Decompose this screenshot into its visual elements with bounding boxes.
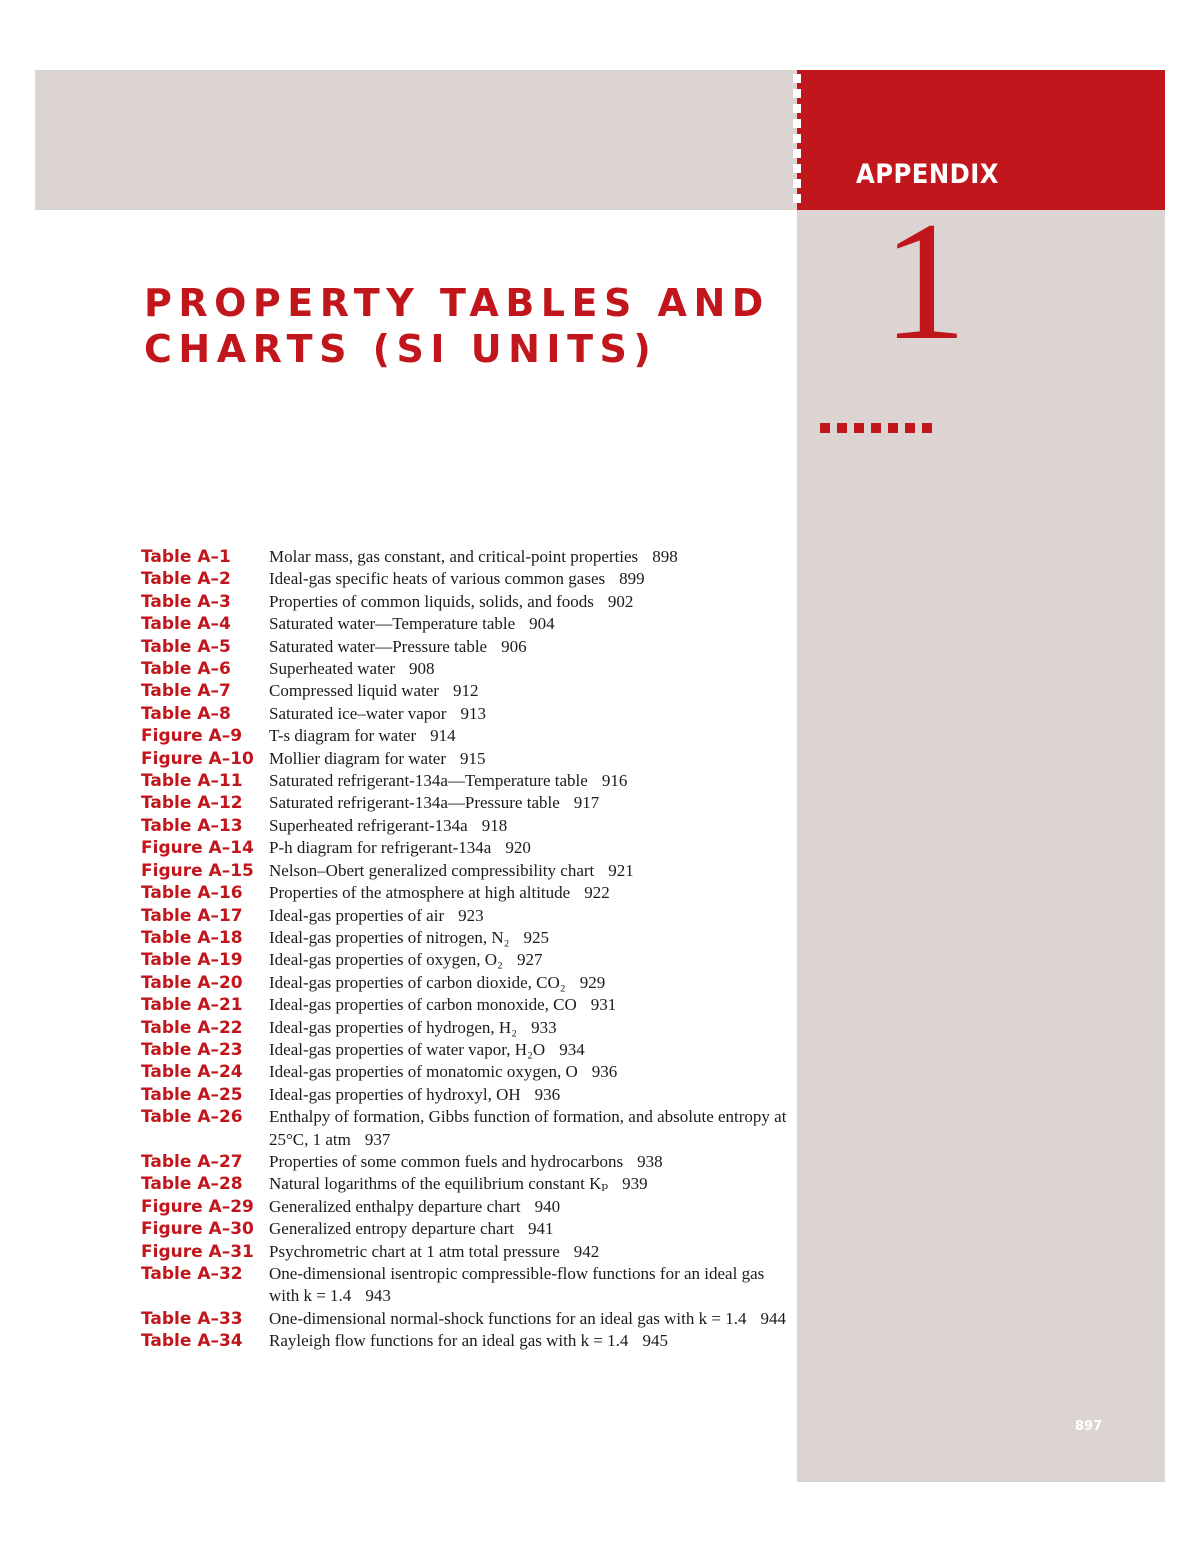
toc-entry[interactable] [141,680,791,702]
toc-entry-page: 921 [608,860,634,880]
toc-entry-page: 934 [559,1039,585,1059]
toc-entry-label: Figure A–30 [141,1219,254,1240]
toc-entry-description [269,568,791,590]
toc-entry-text: Ideal-gas properties of carbon monoxide, CO [269,995,577,1015]
toc-entry-description [269,1151,791,1173]
toc-entry-label: Table A–27 [141,1151,243,1172]
toc-entry[interactable] [141,972,791,994]
toc-entry-page: 943 [365,1286,391,1306]
toc-entry-text: Ideal-gas properties of hydrogen, H₂ [269,1017,518,1037]
toc-entry-label: Table A–25 [141,1084,243,1105]
toc-entry-text: Ideal-gas properties of monatomic oxygen, O [269,1062,578,1082]
toc-entry-label: Table A–23 [141,1039,243,1060]
toc-entry-text: Ideal-gas specific heats of various common gases [269,569,606,589]
toc-entry-label: Table A–33 [141,1308,243,1329]
toc-entry[interactable] [141,1241,791,1263]
toc-entry-description [269,546,791,568]
toc-entry-description [269,680,791,702]
toc-entry-page: 942 [573,1241,600,1261]
toc-entry-label: Table A–32 [141,1264,243,1284]
toc-entry-text: Compressed liquid water [269,681,439,701]
toc-entry-page: 918 [481,815,508,835]
table-of-contents [141,546,791,1353]
toc-entry-page: 945 [642,1331,668,1351]
toc-entry-label: Table A–26 [141,1107,243,1128]
toc-entry-description [269,1017,791,1039]
toc-entry[interactable] [141,882,791,904]
toc-entry-description [269,725,791,747]
toc-entry[interactable] [141,703,791,725]
toc-entry-description [269,1218,791,1240]
toc-entry-page: 936 [534,1084,561,1104]
toc-entry-page: 941 [527,1219,554,1239]
toc-entry-text: T-s diagram for water [269,726,417,746]
toc-entry-page: 908 [409,659,435,679]
toc-entry[interactable] [141,949,791,971]
toc-entry[interactable] [141,1308,791,1330]
toc-entry-description [269,748,791,770]
toc-entry[interactable] [141,613,791,635]
toc-entry[interactable] [141,748,791,770]
toc-entry-description [269,994,791,1016]
toc-entry-page: 923 [458,905,484,925]
toc-entry-text: Ideal-gas properties of hydroxyl, OH [269,1084,521,1104]
toc-entry[interactable] [141,837,791,859]
toc-entry-label: Table A–13 [141,815,243,836]
toc-entry-description [269,1196,791,1218]
appendix-sidebar [797,70,1165,1482]
toc-entry-text: Nelson–Obert generalized compressibility chart [269,860,595,880]
toc-entry[interactable] [141,658,791,680]
toc-entry-description [269,905,791,927]
header-band [35,70,797,210]
toc-entry-description [269,1106,791,1151]
toc-entry-page: 922 [584,883,610,903]
banner-dashed-edge [793,74,801,208]
page-title-line-1: PROPERTY TABLES AND [144,281,770,325]
toc-entry-description [269,591,791,613]
toc-entry-page: 902 [607,591,634,611]
toc-entry-description [269,1263,791,1308]
toc-entry-text: Mollier diagram for water [269,748,447,768]
toc-entry[interactable] [141,1218,791,1240]
toc-entry-text: Saturated ice–water vapor [269,703,447,723]
toc-entry-text: Properties of common liquids, solids, and foods [269,591,594,611]
toc-entry-text: Rayleigh flow functions for an ideal gas with k = 1.4 [269,1331,629,1351]
toc-entry-page: 940 [534,1196,561,1216]
toc-entry-page: 929 [579,972,606,992]
toc-entry-label: Table A–34 [141,1331,243,1352]
toc-entry-page: 937 [364,1129,391,1149]
toc-entry-label: Figure A–15 [141,860,254,881]
toc-entry-label: Table A–1 [141,547,231,567]
toc-entry-text: Ideal-gas properties of air [269,905,445,925]
toc-entry[interactable] [141,815,791,837]
toc-entry-label: Table A–16 [141,883,243,904]
toc-entry[interactable] [141,860,791,882]
toc-entry-description [269,882,791,904]
toc-entry-label: Table A–11 [141,771,243,792]
toc-entry-text: Saturated refrigerant-134a—Pressure table [269,793,560,813]
toc-entry[interactable] [141,1061,791,1083]
toc-entry-description [269,1173,791,1195]
toc-entry-label: Table A–20 [141,972,243,993]
toc-entry[interactable] [141,1084,791,1106]
toc-entry[interactable] [141,568,791,590]
toc-entry-label: Figure A–9 [141,726,243,747]
toc-entry-label: Table A–2 [141,569,231,590]
toc-entry[interactable] [141,770,791,792]
decorative-dot [820,423,830,433]
toc-entry-page: 938 [637,1151,663,1171]
toc-entry-page: 927 [516,950,543,970]
toc-entry-description [269,837,791,859]
toc-entry[interactable] [141,1196,791,1218]
toc-entry-label: Table A–4 [141,614,231,635]
toc-entry[interactable] [141,1330,791,1352]
toc-entry[interactable] [141,546,791,568]
toc-entry-page: 913 [460,703,486,723]
toc-entry-page: 936 [591,1062,618,1082]
toc-entry-page: 914 [430,726,456,746]
toc-entry-description [269,613,791,635]
toc-entry-text: Natural logarithms of the equilibrium constant Kₚ [269,1174,609,1194]
toc-entry[interactable] [141,1039,791,1061]
toc-entry-text: Ideal-gas properties of oxygen, O₂ [269,950,503,970]
toc-entry-text: Superheated water [269,659,396,679]
toc-entry-description [269,1084,791,1106]
toc-entry-text: Ideal-gas properties of carbon dioxide, CO₂ [269,972,566,992]
toc-entry-page: 933 [531,1017,557,1037]
toc-entry-page: 917 [573,793,600,813]
toc-entry-description [269,792,791,814]
toc-entry-description [269,860,791,882]
toc-entry-label: Table A–6 [141,659,231,680]
page-number: 897 [1075,1419,1103,1434]
toc-entry-text: Superheated refrigerant-134a [269,815,468,835]
decorative-dot [871,423,881,433]
toc-entry-description [269,815,791,837]
toc-entry-label: Figure A–14 [141,838,254,859]
decorative-dot [922,423,932,433]
page-title [144,280,770,372]
toc-entry-description [269,658,791,680]
toc-entry-label: Table A–12 [141,793,243,814]
toc-entry-label: Table A–17 [141,905,243,926]
toc-entry-text: Psychrometric chart at 1 atm total pressure [269,1241,560,1261]
toc-entry-description [269,949,791,971]
toc-entry-description [269,972,791,994]
toc-entry-text: Generalized enthalpy departure chart [269,1196,521,1216]
toc-entry-text: Saturated water—Temperature table [269,614,516,634]
toc-entry-label: Figure A–29 [141,1196,254,1217]
decorative-dot [854,423,864,433]
toc-entry-page: 925 [523,927,550,947]
appendix-label: APPENDIX [856,159,999,190]
toc-entry-text: Enthalpy of formation, Gibbs function of formation, and absolute entropy at 25°C, 1 atm [269,1107,787,1149]
toc-entry[interactable] [141,1106,791,1151]
toc-entry-page: 920 [505,838,531,858]
toc-entry-description [269,1039,791,1061]
toc-entry-description [269,1330,791,1352]
toc-entry-page: 916 [601,771,628,791]
toc-entry-label: Table A–18 [141,927,243,948]
toc-entry-page: 898 [652,547,678,566]
toc-entry-label: Figure A–31 [141,1241,254,1262]
toc-entry-label: Table A–19 [141,950,243,971]
toc-entry-page: 931 [590,995,617,1015]
decorative-dot [888,423,898,433]
toc-entry-description [269,636,791,658]
appendix-number: 1 [882,187,967,375]
toc-entry-text: Ideal-gas properties of nitrogen, N₂ [269,927,510,947]
toc-entry-page: 906 [501,636,527,656]
decorative-dot [837,423,847,433]
toc-entry-page: 939 [622,1174,648,1194]
toc-entry-label: Table A–28 [141,1174,243,1195]
toc-entry[interactable] [141,927,791,949]
toc-entry-label: Table A–21 [141,995,243,1016]
toc-entry[interactable] [141,1151,791,1173]
toc-entry[interactable] [141,725,791,747]
toc-entry-page: 915 [460,748,486,768]
toc-entry-page: 899 [619,569,645,589]
toc-entry-text: P-h diagram for refrigerant-134a [269,838,492,858]
toc-entry-description [269,770,791,792]
toc-entry-label: Table A–8 [141,703,231,724]
toc-entry-page: 944 [760,1308,786,1328]
toc-entry-text: One-dimensional normal-shock functions for an ideal gas with k = 1.4 [269,1308,747,1328]
toc-entry-label: Figure A–10 [141,748,254,769]
toc-entry-text: One-dimensional isentropic compressible-flow functions for an ideal gas with k = 1.4 [269,1264,765,1306]
toc-entry-page: 912 [452,681,479,701]
toc-entry-text: Properties of the atmosphere at high altitude [269,883,571,903]
toc-entry[interactable] [141,591,791,613]
page-title-line-2: CHARTS (SI UNITS) [144,327,658,371]
toc-entry-text: Saturated refrigerant-134a—Temperature table [269,771,588,791]
decorative-dot-row [820,423,932,433]
toc-entry-label: Table A–7 [141,681,231,702]
toc-entry[interactable] [141,636,791,658]
toc-entry-label: Table A–3 [141,591,231,612]
decorative-dot [905,423,915,433]
toc-entry-label: Table A–24 [141,1062,243,1083]
toc-entry-label: Table A–5 [141,636,231,657]
toc-entry-description [269,703,791,725]
toc-entry-text: Generalized entropy departure chart [269,1219,514,1239]
toc-entry[interactable] [141,1173,791,1195]
toc-entry-label: Table A–22 [141,1017,243,1038]
toc-entry-text: Molar mass, gas constant, and critical-point properties [269,547,639,566]
toc-entry[interactable] [141,1017,791,1039]
toc-entry[interactable] [141,1263,791,1308]
toc-entry-text: Properties of some common fuels and hydrocarbons [269,1151,624,1171]
toc-entry-description [269,1308,791,1330]
toc-entry[interactable] [141,994,791,1016]
toc-entry[interactable] [141,792,791,814]
toc-entry-page: 904 [529,614,555,634]
toc-entry-description [269,927,791,949]
toc-entry-text: Ideal-gas properties of water vapor, H₂O [269,1039,546,1059]
toc-entry-description [269,1241,791,1263]
toc-entry-description [269,1061,791,1083]
toc-entry[interactable] [141,905,791,927]
toc-entry-text: Saturated water—Pressure table [269,636,488,656]
